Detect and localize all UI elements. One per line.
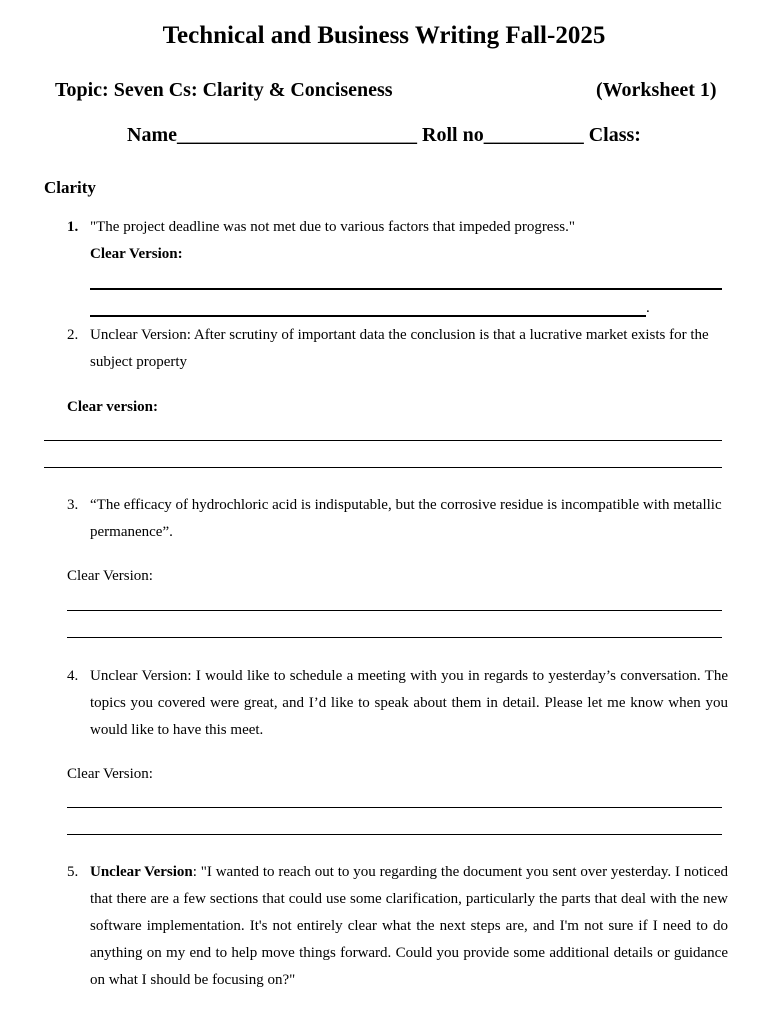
question-4-number: 4. <box>67 668 79 684</box>
question-1-number: 1. <box>67 219 79 235</box>
question-5-text: : "I wanted to reach out to you regarding the document you sent over yesterday. I noticed that there are a few sections that could use some clarification, particularly the parts that deal with the new software implementation. It's not entirely clear what the next steps are, and I'm not sure if I need to do anything on my end to help move things forward. Could you provide some additional details or guidance on what I should be focusing on?" <box>90 864 728 988</box>
answer-line[interactable] <box>44 467 722 468</box>
question-5-number: 5. <box>67 864 79 880</box>
answer-line[interactable] <box>44 440 722 441</box>
question-5-lead: Unclear Version <box>90 864 193 880</box>
question-3-text: “The efficacy of hydrochloric acid is indisputable, but the corrosive residue is incompatible with metallic permanence”. <box>90 497 722 540</box>
question-4-label: Clear Version: <box>67 766 153 782</box>
answer-end-period: . <box>646 300 650 316</box>
question-1-text: "The project deadline was not met due to various factors that impeded progress." <box>90 219 576 235</box>
section-heading-clarity: Clarity <box>44 178 96 197</box>
page-title: Technical and Business Writing Fall-2025 <box>162 22 606 49</box>
topic-heading: Topic: Seven Cs: Clarity & Conciseness <box>55 79 393 101</box>
answer-line[interactable] <box>67 834 722 835</box>
name-roll-class-row: Name________________________ Roll no__________ Class: <box>127 124 641 146</box>
question-3-number: 3. <box>67 497 79 513</box>
question-4-text: Unclear Version: I would like to schedule a meeting with you in regards to yesterday’s conversation. The topics you covered were great, and I’d like to speak about them in detail. Please let me know when you would like to have this meet. <box>90 668 728 738</box>
worksheet-label: (Worksheet 1) <box>596 79 717 101</box>
answer-line[interactable] <box>90 315 646 317</box>
answer-line[interactable] <box>67 807 722 808</box>
question-2-text: Unclear Version: After scrutiny of important data the conclusion is that a lucrative market exists for the subject property <box>90 327 709 370</box>
answer-line[interactable] <box>67 637 722 638</box>
question-5-body <box>90 859 728 994</box>
question-3-label: Clear Version: <box>67 568 153 584</box>
question-2-label: Clear version: <box>67 399 158 415</box>
question-2-number: 2. <box>67 327 79 343</box>
question-1-label: Clear Version: <box>90 246 183 262</box>
answer-line[interactable] <box>67 610 722 611</box>
answer-line[interactable] <box>90 288 722 290</box>
